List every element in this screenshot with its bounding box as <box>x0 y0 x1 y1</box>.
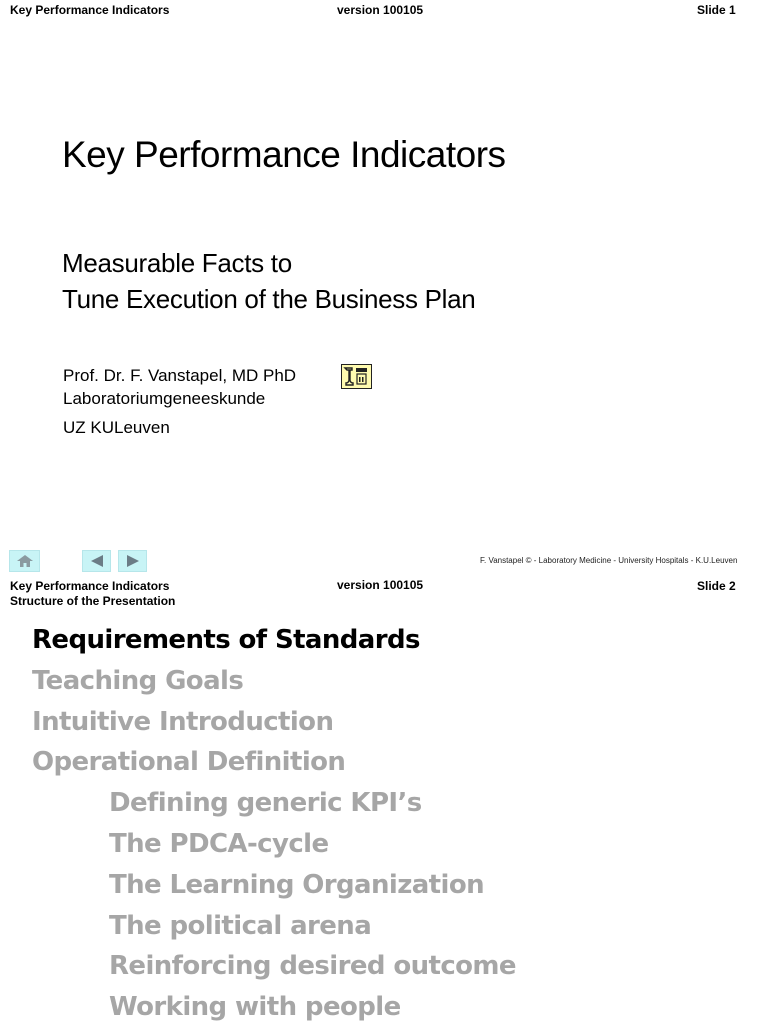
agenda-item: Teaching Goals <box>32 665 244 696</box>
home-icon <box>16 554 34 568</box>
slide1-title: Key Performance Indicators <box>62 134 506 175</box>
lab-logo-icon <box>341 364 372 389</box>
slide1-header-version: version 100105 <box>337 3 424 17</box>
slide2-header-slide-number: Slide 2 <box>697 579 736 593</box>
slide1-header-left: Key Performance Indicators <box>10 3 170 17</box>
agenda-item: Defining generic KPI’s <box>109 788 422 819</box>
author-institution: UZ KULeuven <box>63 418 170 437</box>
agenda-item: The Learning Organization <box>109 869 484 900</box>
footer-credit: F. Vanstapel © - Laboratory Medicine - University Hospitals - K.U.Leuven <box>480 556 738 565</box>
agenda-item: Intuitive Introduction <box>32 706 334 737</box>
next-slide-button[interactable] <box>118 550 147 572</box>
agenda-item: Working with people <box>109 992 401 1023</box>
author-name: Prof. Dr. F. Vanstapel, MD PhD <box>63 366 297 385</box>
previous-slide-button[interactable] <box>82 550 111 572</box>
home-button[interactable] <box>9 550 40 572</box>
agenda-item: The political arena <box>109 910 372 941</box>
arrow-right-icon <box>125 554 141 568</box>
slide2-header-version: version 100105 <box>337 578 424 592</box>
agenda-item: The PDCA-cycle <box>109 829 329 859</box>
slide2-header-left-line1: Key Performance Indicators <box>10 579 170 593</box>
author-department: Laboratoriumgeneeskunde <box>63 389 266 408</box>
arrow-left-icon <box>89 554 105 568</box>
agenda-item: Requirements of Standards <box>32 625 420 655</box>
slide1-subtitle-line1: Measurable Facts to <box>62 248 292 278</box>
slide1-header-slide-number: Slide 1 <box>697 3 736 17</box>
slide2-header-left-line2: Structure of the Presentation <box>10 594 176 608</box>
slide1-subtitle-line2: Tune Execution of the Business Plan <box>62 284 476 314</box>
agenda-item: Reinforcing desired outcome <box>109 951 516 982</box>
agenda-item: Operational Definition <box>32 747 346 778</box>
